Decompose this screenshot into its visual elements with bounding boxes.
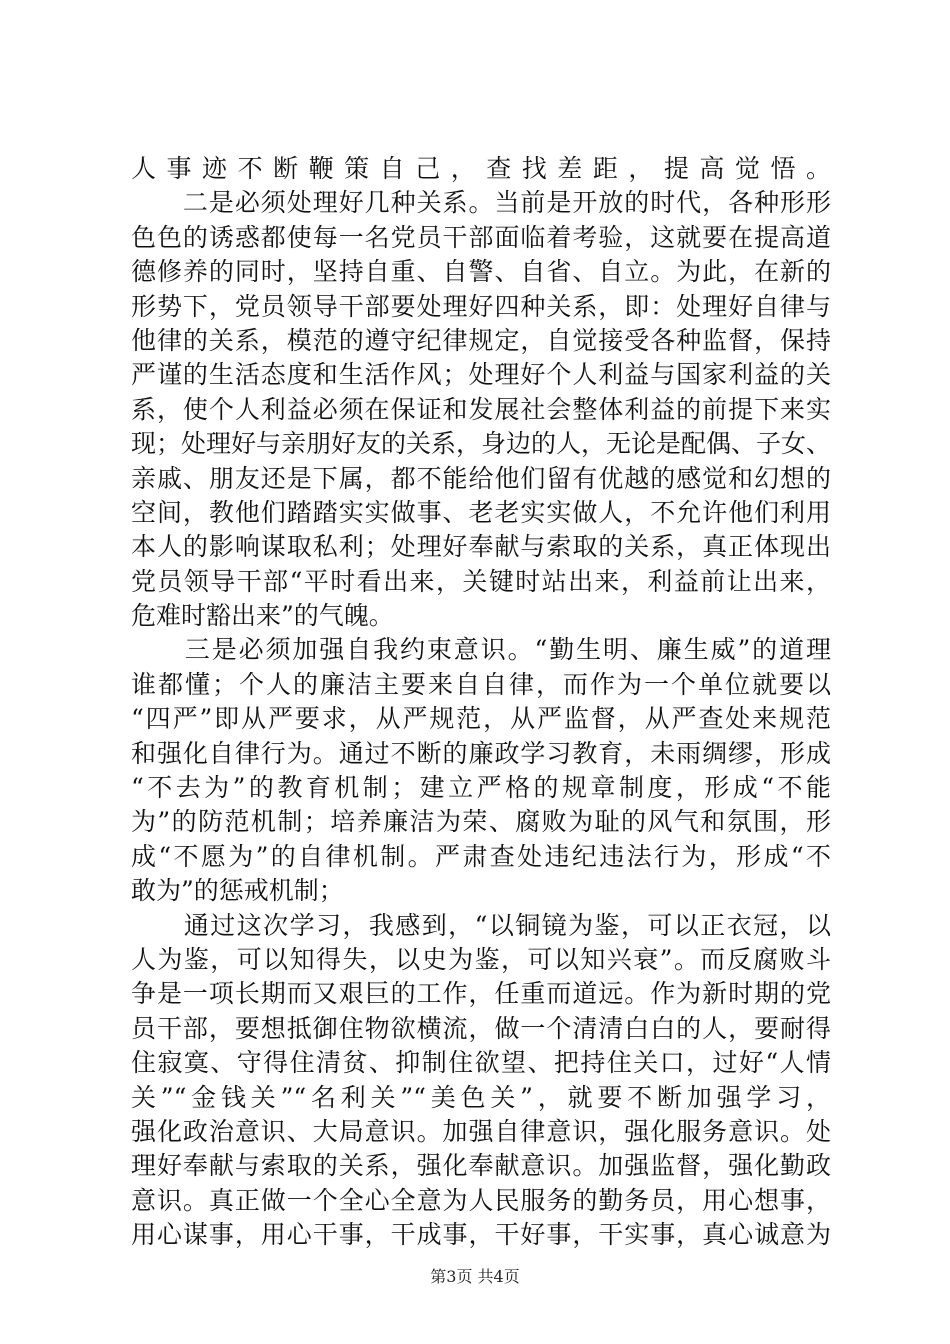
text-line: 理好奉献与索取的关系，强化奉献意识。加强监督，强化勤政: [131, 1151, 831, 1181]
text-line: 三是必须加强自我约束意识。“勤生明、廉生威”的道理: [131, 635, 831, 665]
text-line: 用心谋事，用心干事，干成事，干好事，干实事，真心诚意为: [131, 1220, 831, 1250]
text-line: 他律的关系，模范的遵守纪律规定，自觉接受各种监督，保持: [131, 325, 831, 355]
text-line: 员干部，要想抵御住物欲横流，做一个清清白白的人，要耐得: [131, 1013, 831, 1043]
text-line: 住寂寞、守得住清贫、抑制住欲望、把持住关口，过好“人情: [131, 1048, 831, 1078]
text-line: 空间，教他们踏踏实实做事、老老实实做人，不允许他们利用: [131, 497, 831, 527]
text-line: 关”“金钱关”“名利关”“美色关”，就要不断加强学习，: [131, 1082, 831, 1112]
text-line: 和强化自律行为。通过不断的廉政学习教育，未雨绸缪，形成: [131, 738, 831, 768]
text-line: 亲戚、朋友还是下属，都不能给他们留有优越的感觉和幻想的: [131, 463, 831, 493]
text-line: 为”的防范机制；培养廉洁为荣、腐败为耻的风气和氛围，形: [131, 807, 831, 837]
text-line: 二是必须处理好几种关系。当前是开放的时代，各种形形: [131, 188, 831, 218]
text-line: 通过这次学习，我感到，“以铜镜为鉴，可以正衣冠，以: [131, 910, 831, 940]
text-line: 严谨的生活态度和生活作风；处理好个人利益与国家利益的关: [131, 360, 831, 390]
text-line: 强化政治意识、大局意识。加强自律意识，强化服务意识。处: [131, 1116, 831, 1146]
text-line: 现；处理好与亲朋好友的关系，身边的人，无论是配偶、子女、: [131, 429, 831, 459]
text-line: “不去为”的教育机制；建立严格的规章制度，形成“不能: [131, 773, 831, 803]
text-line: 系，使个人利益必须在保证和发展社会整体利益的前提下来实: [131, 394, 831, 424]
text-line: 德修养的同时，坚持自重、自警、自省、自立。为此，在新的: [131, 257, 831, 287]
text-line: “四严”即从严要求，从严规范，从严监督，从严查处来规范: [131, 704, 831, 734]
text-line: 人事迹不断鞭策自己，查找差距，提高觉悟。: [131, 154, 831, 183]
text-line: 本人的影响谋取私利；处理好奉献与索取的关系，真正体现出: [131, 532, 831, 562]
page-number-footer: 第3页 共4页: [430, 1267, 520, 1286]
text-line: 意识。真正做一个全心全意为人民服务的勤务员，用心想事，: [131, 1185, 831, 1215]
text-line: 形势下，党员领导干部要处理好四种关系，即：处理好自律与: [131, 291, 831, 321]
text-line: 成“不愿为”的自律机制。严肃查处违纪违法行为，形成“不: [131, 841, 831, 871]
text-line: 谁都懂；个人的廉洁主要来自自律，而作为一个单位就要以: [131, 669, 831, 699]
document-body: [131, 152, 831, 1253]
text-line: 人为鉴，可以知得失，以史为鉴，可以知兴衰”。而反腐败斗: [131, 944, 831, 974]
text-line: 争是一项长期而又艰巨的工作，任重而道远。作为新时期的党: [131, 979, 831, 1009]
text-line: 色色的诱惑都使每一名党员干部面临着考验，这就要在提高道: [131, 222, 831, 252]
text-line: 敢为”的惩戒机制；: [131, 876, 344, 906]
text-line: 危难时豁出来”的气魄。: [131, 601, 394, 631]
text-line: 党员领导干部“平时看出来，关键时站出来，利益前让出来，: [131, 566, 831, 596]
